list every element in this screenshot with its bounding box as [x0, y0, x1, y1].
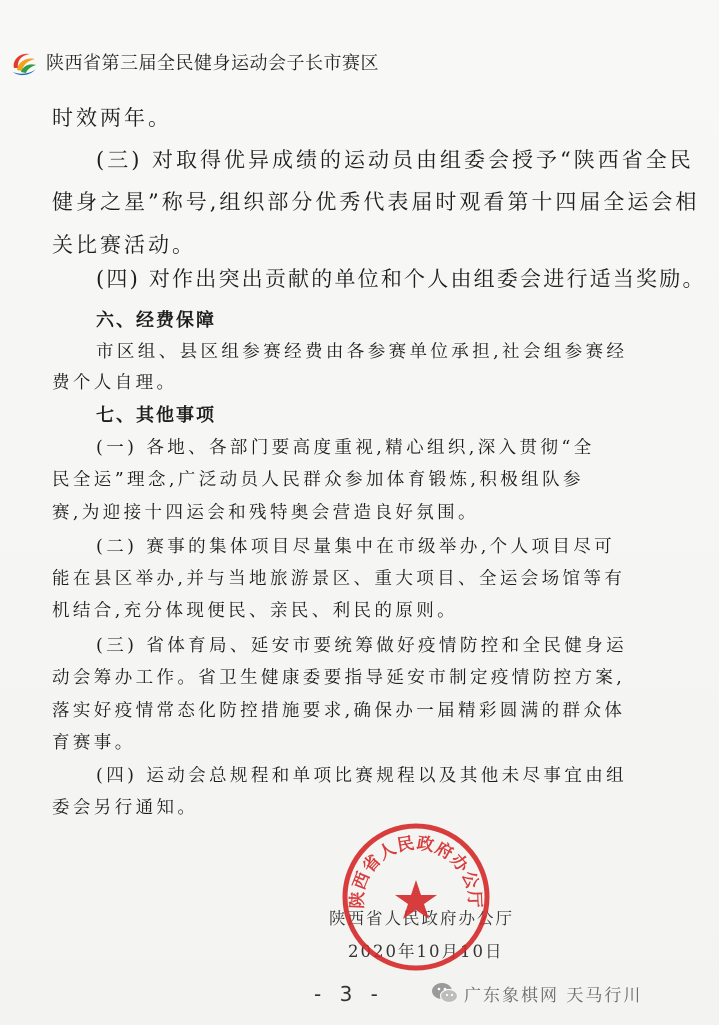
- section-heading: 七、其他事项: [96, 405, 216, 426]
- signature-date: 2020年10月10日: [348, 942, 504, 961]
- text-line: 委会另行通知。: [52, 798, 199, 818]
- document-header: [8, 42, 379, 82]
- watermark: [430, 978, 642, 1008]
- official-red-seal: [341, 822, 491, 972]
- text-line: 能在县区举办,并与当地旅游景区、重大项目、全运会场馆等有: [52, 569, 626, 589]
- text-line: 民全运”理念,广泛动员人民群众参加体育锻炼,积极组队参: [52, 470, 584, 490]
- section-heading: 六、经费保障: [96, 310, 216, 331]
- text-line: 健身之星”称号,组织部分优秀代表届时观看第十四届全运会相: [52, 190, 700, 214]
- text-line: (四) 运动会总规程和单项比赛规程以及其他未尽事宜由组: [96, 766, 628, 786]
- star-icon: [395, 880, 437, 919]
- text-line: 关比赛活动。: [52, 233, 196, 257]
- header-title: 陕西省第三届全民健身运动会子长市赛区: [46, 53, 379, 74]
- text-line: (三) 对取得优异成绩的运动员由组委会授予“陕西省全民: [96, 148, 694, 172]
- text-line: 时效两年。: [52, 106, 172, 130]
- colorful-swirl-logo-icon: [8, 46, 40, 78]
- text-line: 育赛事。: [52, 733, 136, 753]
- signature-organization: 陕西省人民政府办公厅: [329, 909, 514, 928]
- text-line: 动会筹办工作。省卫生健康委要指导延安市制定疫情防控方案,: [52, 668, 626, 688]
- page-number: - 3 -: [314, 982, 384, 1006]
- text-line: 落实好疫情常态化防控措施要求,确保办一届精彩圆满的群众体: [52, 701, 626, 721]
- text-line: (一) 各地、各部门要高度重视,精心组织,深入贯彻“全: [96, 438, 595, 458]
- text-line: 费个人自理。: [52, 373, 178, 393]
- seal-text: 陕西省人民政府办公厅: [347, 833, 485, 910]
- text-line: 机结合,充分体现便民、亲民、利民的原则。: [52, 601, 459, 621]
- text-line: 市区组、县区组参赛经费由各参赛单位承担,社会组参赛经: [96, 342, 628, 362]
- text-line: (四) 对作出突出贡献的单位和个人由组委会进行适当奖励。: [96, 267, 706, 291]
- text-line: 赛,为迎接十四运会和残特奥会营造良好氛围。: [52, 503, 479, 523]
- watermark-text: 广东象棋网 天马行川: [464, 985, 643, 1006]
- text-line: (三) 省体育局、延安市要统筹做好疫情防控和全民健身运: [96, 636, 628, 656]
- text-line: (二) 赛事的集体项目尽量集中在市级举办,个人项目尽可: [96, 537, 616, 557]
- wechat-icon: [430, 978, 460, 1008]
